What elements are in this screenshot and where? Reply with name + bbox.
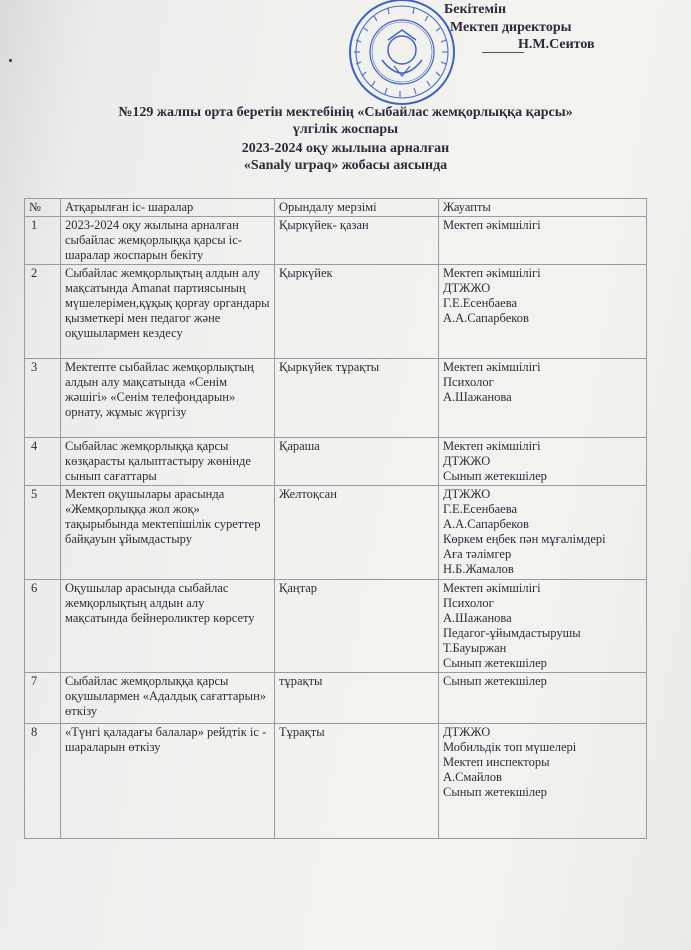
approval-line-approve: Бекітемін (444, 2, 507, 17)
responsible-item: Мектеп инспекторы (443, 755, 550, 769)
row-responsible (439, 359, 647, 438)
row-activity: Сыбайлас жемқорлықтың алдын алу мақсатында Amanat партиясының мүшелерімен,құқық қорғау органдары қызметкері мен педагог және оқушылармен кездесу (61, 265, 275, 359)
approval-line-director-name: Н.М.Сеитов (518, 37, 595, 52)
table-header-row (25, 199, 647, 217)
row-activity: Оқушылар арасында сыбайлас жемқорлықтың алдын алу мақсатында бейнероликтер көрсету (61, 580, 275, 673)
responsible-item: А.Смайлов (443, 770, 502, 784)
responsible-item: Психолог (443, 375, 494, 389)
responsible-item: Г.Е.Есенбаева (443, 296, 518, 310)
activities-table (24, 198, 647, 839)
responsible-item: Мектеп әкімшілігі (443, 266, 541, 280)
row-deadline: Қаңтар (275, 580, 439, 673)
row-number: 6 (25, 580, 61, 673)
responsible-item: Н.Б.Жамалов (443, 562, 514, 576)
header-responsible: Жауапты (439, 199, 647, 217)
ink-dot (9, 59, 12, 62)
row-number: 3 (25, 359, 61, 438)
responsible-item: А.А.Сапарбеков (443, 311, 529, 325)
table-row (25, 438, 647, 486)
row-deadline: Қараша (275, 438, 439, 486)
responsible-item: Мектеп әкімшілігі (443, 360, 541, 374)
table-row (25, 265, 647, 359)
responsible-item: Сынып жетекшілер (443, 656, 547, 670)
title-line-3: 2023-2024 оқу жылына арналған (241, 141, 450, 156)
row-number: 1 (25, 217, 61, 265)
row-responsible (439, 673, 647, 724)
row-responsible (439, 438, 647, 486)
title-line-2: үлгілік жоспары (292, 122, 399, 137)
title-line-4: «Sanaly urpaq» жобасы аясында (243, 158, 448, 173)
row-activity: Мектепте сыбайлас жемқорлықтың алдын алу мақсатында «Сенім жәшігі» «Сенім телефондарын» орнату, жұмыс жүргізу (61, 359, 275, 438)
header-deadline: Орындалу мерзімі (275, 199, 439, 217)
table-row (25, 486, 647, 580)
row-activity: Сыбайлас жемқорлыққа қарсы көзқарасты қалыптастыру жөнінде сынып сағаттары (61, 438, 275, 486)
responsible-item: Сынып жетекшілер (443, 469, 547, 483)
row-deadline: Қыркүйек тұрақты (275, 359, 439, 438)
responsible-item: Аға тәлімгер (443, 547, 512, 561)
row-activity: Мектеп оқушылары арасында «Жемқорлыққа жол жоқ» тақырыбында мектепішілік суреттер байқауын ұйымдастыру (61, 486, 275, 580)
responsible-item: Сынып жетекшілер (443, 785, 547, 799)
row-deadline: Қыркүйек- қазан (275, 217, 439, 265)
table-row (25, 217, 647, 265)
responsible-item: Мектеп әкімшілігі (443, 218, 541, 232)
row-responsible (439, 724, 647, 839)
table-row (25, 580, 647, 673)
row-deadline: Желтоқсан (275, 486, 439, 580)
table-row (25, 359, 647, 438)
row-number: 8 (25, 724, 61, 839)
row-activity: 2023-2024 оқу жылына арналған сыбайлас жемқорлыққа қарсы іс-шаралар жоспарын бекіту (61, 217, 275, 265)
responsible-item: Сынып жетекшілер (443, 674, 547, 688)
row-activity: «Түнгі қаладағы балалар» рейдтік іс - шараларын өткізу (61, 724, 275, 839)
responsible-item: Педагог-ұйымдастырушы (443, 626, 581, 640)
responsible-item: Т.Бауыржан (443, 641, 507, 655)
row-number: 5 (25, 486, 61, 580)
responsible-item: Психолог (443, 596, 494, 610)
row-responsible (439, 486, 647, 580)
responsible-item: Мектеп әкімшілігі (443, 439, 541, 453)
row-responsible (439, 580, 647, 673)
school-seal-stamp (330, 0, 470, 120)
responsible-item: ДТЖЖО (443, 487, 491, 501)
responsible-item: Мобильдік топ мүшелері (443, 740, 577, 754)
header-activity: Атқарылған іс- шаралар (61, 199, 275, 217)
responsible-item: ДТЖЖО (443, 725, 491, 739)
row-deadline: Қыркүйек (275, 265, 439, 359)
responsible-item: Мектеп әкімшілігі (443, 581, 541, 595)
header-number: № (25, 199, 61, 217)
responsible-item: А.А.Сапарбеков (443, 517, 529, 531)
row-number: 7 (25, 673, 61, 724)
row-responsible (439, 217, 647, 265)
responsible-item: ДТЖЖО (443, 454, 491, 468)
table-row (25, 673, 647, 724)
row-number: 2 (25, 265, 61, 359)
table-row (25, 724, 647, 839)
title-line-1: №129 жалпы орта беретін мектебінің «Сыбайлас жемқорлыққа қарсы» (118, 105, 573, 120)
row-deadline: тұрақты (275, 673, 439, 724)
row-number: 4 (25, 438, 61, 486)
responsible-item: ДТЖЖО (443, 281, 491, 295)
row-responsible (439, 265, 647, 359)
responsible-item: Көркем еңбек пән мұғалімдері (443, 532, 606, 546)
responsible-item: А.Шажанова (443, 390, 512, 404)
row-activity: Сыбайлас жемқорлыққа қарсы оқушылармен «Адалдық сағаттарын» өткізу (61, 673, 275, 724)
row-deadline: Тұрақты (275, 724, 439, 839)
responsible-item: А.Шажанова (443, 611, 512, 625)
responsible-item: Г.Е.Есенбаева (443, 502, 518, 516)
approval-line-position: Мектеп директоры (450, 20, 572, 35)
